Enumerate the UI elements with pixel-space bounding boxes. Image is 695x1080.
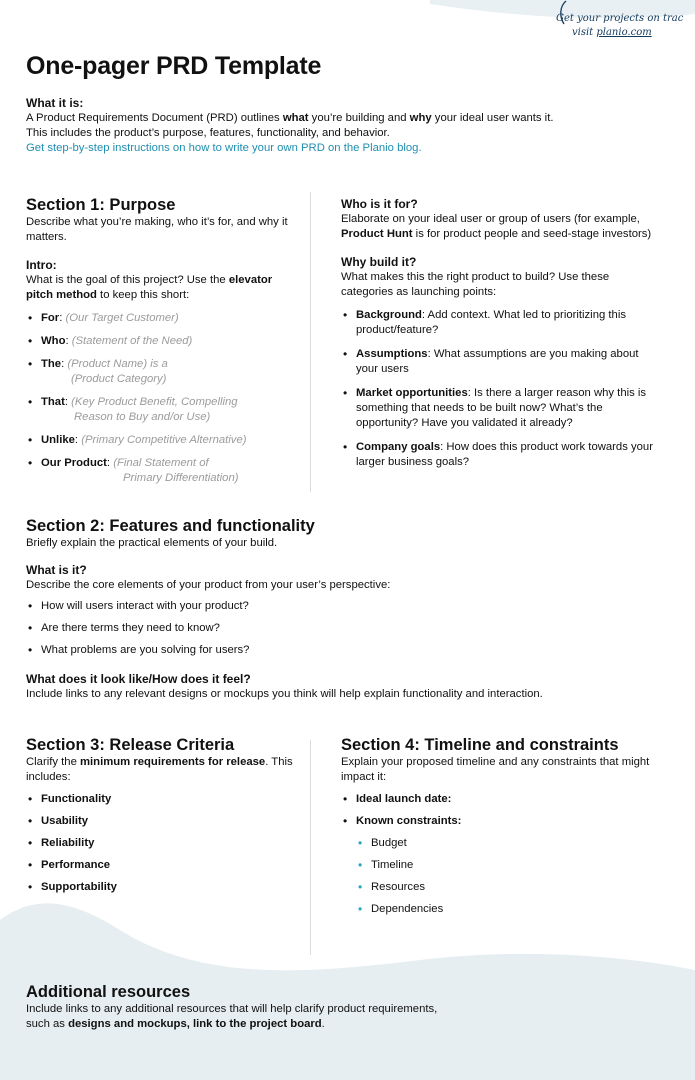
release-list [26,792,296,895]
section-2-heading: Section 2: Features and functionality [26,517,315,535]
release-item: • Supportability [26,880,296,895]
why-item: • Background: Add context. What led to prioritizing this product/feature? [341,308,663,338]
pitch-item: • Who: (Statement of the Need) [26,334,296,349]
column-divider-top [310,192,311,492]
section-2-desc: Briefly explain the practical elements of your build. [26,537,278,549]
why-text: What makes this the right product to build? Use these categories as launching points: [341,271,610,298]
release-item: • Usability [26,814,296,829]
why-list [341,308,663,470]
timeline-item: • Known constraints: [341,814,666,829]
intro-line-2: This includes the product’s purpose, features, functionality, and behavior. [26,127,390,139]
right-column-top [341,197,663,470]
intro-line-1: A Product Requirements Document (PRD) outlines what you’re building and why your ideal user wants it. [26,112,554,124]
who-text: Elaborate on your ideal user or group of users (for example, Product Hunt is for product people and seed-stage investors) [341,213,652,240]
what-item: • How will users interact with your product? [26,599,666,614]
timeline-list [341,792,666,829]
planio-blog-link[interactable]: Get step-by-step instructions on how to write your own PRD on the Planio blog. [26,142,422,154]
resources-heading: Additional resources [26,983,191,1001]
note-line-2: visit planio.com [572,27,652,38]
what-heading: What is it? [26,563,87,577]
additional-resources [26,982,456,1032]
section-3-desc: Clarify the minimum requirements for release. This includes: [26,756,293,783]
who-heading: Who is it for? [341,197,418,211]
planio-link[interactable]: planio.com [596,27,652,38]
column-divider-bottom [310,740,311,955]
intro-heading: What it is: [26,96,84,110]
release-item: • Functionality [26,792,296,807]
page-title: One-pager PRD Template [26,52,322,80]
handwritten-note [556,12,695,40]
release-item: • Reliability [26,836,296,851]
look-text: Include links to any relevant designs or mockups you think will help explain functionality and interaction. [26,688,543,700]
pitch-item: • Unlike: (Primary Competitive Alternative) [26,433,296,448]
timeline-item: • Ideal launch date: [341,792,666,807]
what-list [26,599,666,658]
intro-text: What is the goal of this project? Use the elevator pitch method to keep this short: [26,274,273,301]
what-text: Describe the core elements of your product from your user’s perspective: [26,579,391,591]
section-3 [26,735,296,895]
why-item: • Market opportunities: Is there a larger reason why this is something that needs to be built now? What’s the opportunity? Have you validated it already? [341,386,663,431]
section-2 [26,516,666,702]
why-item: • Company goals: How does this product work towards your larger business goals? [341,440,663,470]
note-line-1: Get your projects on trac [556,13,684,24]
what-item: • What problems are you solving for users? [26,643,666,658]
section-1-heading: Section 1: Purpose [26,196,176,214]
section-4 [341,735,666,917]
constraint-item: • Budget [356,836,666,851]
intro-subheading: Intro: [26,258,57,272]
pitch-list [26,311,296,486]
constraint-item: • Resources [356,880,666,895]
section-3-heading: Section 3: Release Criteria [26,736,235,754]
constraints-list [356,836,666,917]
why-heading: Why build it? [341,255,417,269]
section-4-heading: Section 4: Timeline and constraints [341,736,619,754]
section-1 [26,195,296,486]
constraint-item: • Timeline [356,858,666,873]
look-heading: What does it look like/How does it feel? [26,672,251,686]
pitch-item: • For: (Our Target Customer) [26,311,296,326]
pitch-item: • Our Product: (Final Statement of Primary Differentiation) [26,456,296,486]
intro-block [26,96,666,156]
constraint-item: • Dependencies [356,902,666,917]
section-1-desc: Describe what you’re making, who it’s for, and why it matters. [26,216,288,243]
pitch-item: • The: (Product Name) is a (Product Category) [26,357,296,387]
section-4-desc: Explain your proposed timeline and any constraints that might impact it: [341,756,650,783]
what-item: • Are there terms they need to know? [26,621,666,636]
why-item: • Assumptions: What assumptions are you making about your users [341,347,663,377]
release-item: • Performance [26,858,296,873]
resources-text: Include links to any additional resources that will help clarify product requirements, such as designs and mockups, link to the project board. [26,1003,438,1030]
pitch-item: • That: (Key Product Benefit, Compelling Reason to Buy and/or Use) [26,395,296,425]
